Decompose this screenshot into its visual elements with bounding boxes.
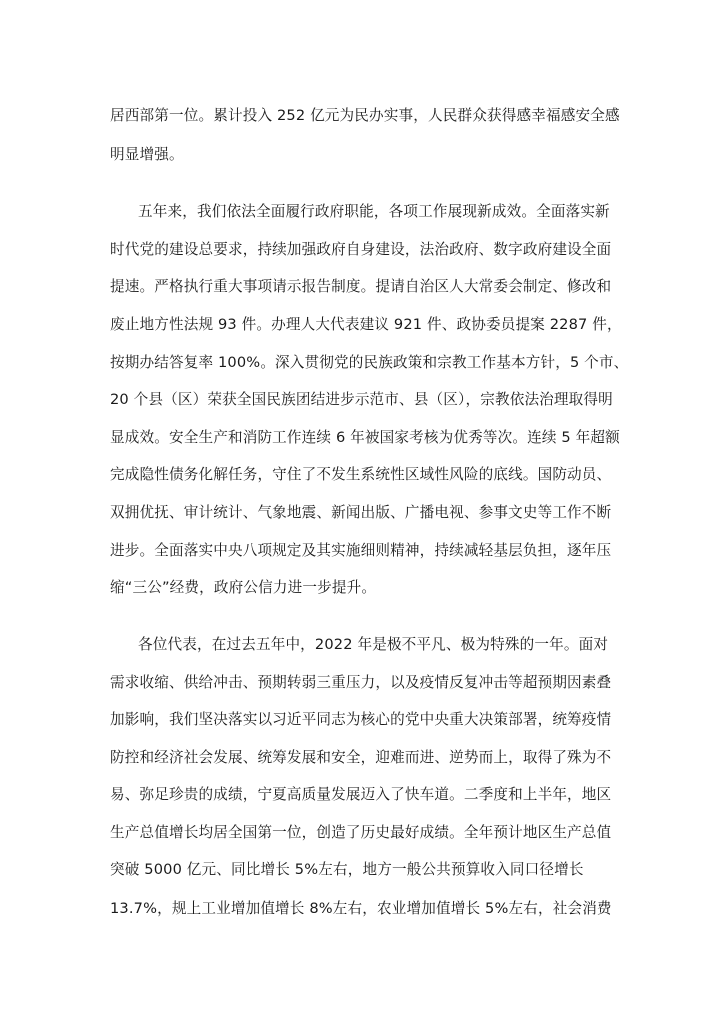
text-line: 五年来，我们依法全面履行政府职能，各项工作展现新成效。全面落实新 (138, 203, 610, 220)
text-line: 明显增强。 (110, 146, 184, 163)
text-line: 13.7%，规上工业增加值增长 8%左右，农业增加值增长 5%左右，社会消费 (110, 900, 612, 917)
text-line: 突破 5000 亿元、同比增长 5%左右，地方一般公共预算收入同口径增长 (110, 861, 584, 878)
text-line: 居西部第一位。累计投入 252 亿元为民办实事，人民群众获得感幸福感安全感 (110, 107, 620, 124)
text-line: 双拥优抚、审计统计、气象地震、新闻出版、广播电视、参事文史等工作不断 (110, 504, 612, 521)
text-line: 进步。全面落实中央八项规定及其实施细则精神，持续减轻基层负担，逐年压 (110, 542, 612, 559)
text-line: 完成隐性债务化解任务，守住了不发生系统性区域性风险的底线。国防动员、 (110, 466, 612, 483)
text-line: 缩“三公”经费，政府公信力进一步提升。 (110, 579, 377, 596)
text-line: 易、弥足珍贵的成绩，宁夏高质量发展迈入了快车道。二季度和上半年，地区 (110, 786, 612, 803)
text-line: 防控和经济社会发展、统筹发展和安全，迎难而进、逆势而上，取得了殊为不 (110, 749, 612, 766)
text-line: 生产总值增长均居全国第一位，创造了历史最好成绩。全年预计地区生产总值 (110, 824, 612, 841)
text-line: 提速。严格执行重大事项请示报告制度。提请自治区人大常委会制定、修改和 (110, 278, 612, 295)
text-line: 需求收缩、供给冲击、预期转弱三重压力，以及疫情反复冲击等超预期因素叠 (110, 674, 612, 691)
text-line: 时代党的建设总要求，持续加强政府自身建设，法治政府、数字政府建设全面 (110, 241, 612, 258)
text-line: 20 个县（区）荣获全国民族团结进步示范市、县（区），宗教依法治理取得明 (110, 391, 613, 408)
text-line: 显成效。安全生产和消防工作连续 6 年被国家考核为优秀等次。连续 5 年超额 (110, 429, 620, 446)
text-line: 加影响，我们坚决落实以习近平同志为核心的党中央重大决策部署，统筹疫情 (110, 711, 612, 728)
text-line: 按期办结答复率 100%。深入贯彻党的民族政策和宗教工作基本方针，5 个市、 (110, 354, 629, 371)
text-line: 废止地方性法规 93 件。办理人大代表建议 921 件、政协委员提案 2287 件， (110, 316, 622, 333)
text-line: 各位代表，在过去五年中，2022 年是极不平凡、极为特殊的一年。面对 (138, 636, 609, 653)
